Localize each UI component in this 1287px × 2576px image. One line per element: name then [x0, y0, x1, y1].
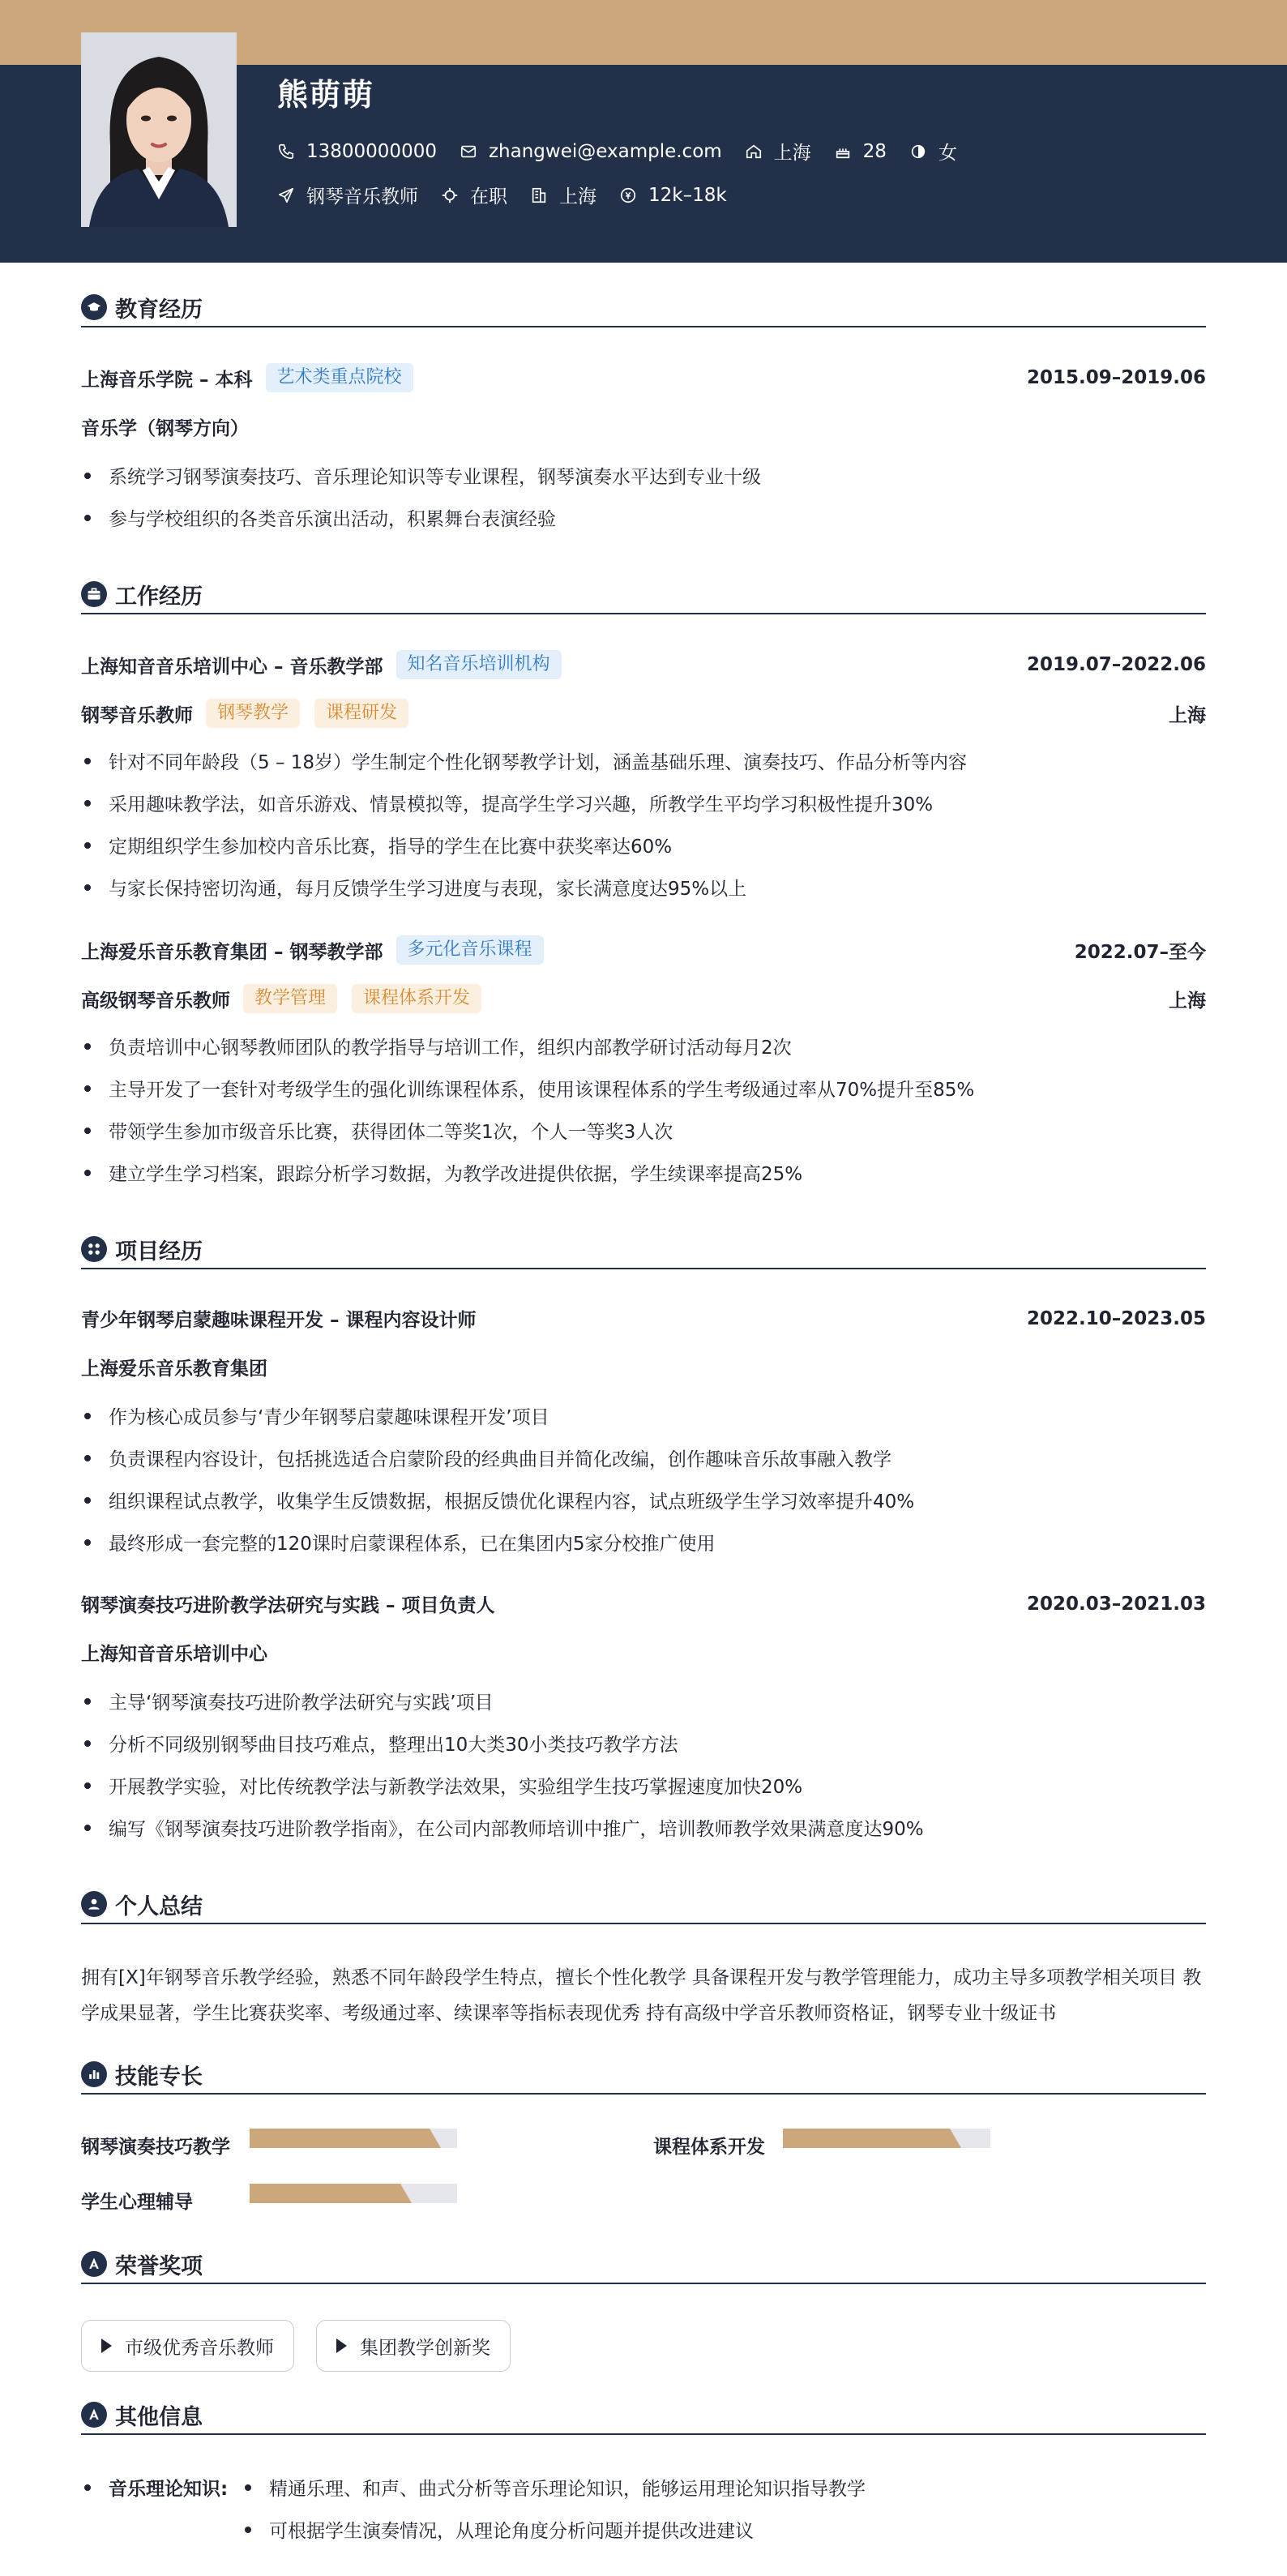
city-info: [745, 138, 811, 165]
list-item: 分析不同级别钢琴曲目技巧难点，整理出10大类30小类技巧教学方法: [81, 1730, 1206, 1757]
age-info: [834, 141, 887, 162]
skill-bar-track: [250, 2184, 457, 2203]
education-header-row: [81, 363, 1206, 392]
list-item: 精通乐理、和声、曲式分析等音乐理论知识，能够运用理论知识指导教学: [242, 2474, 866, 2501]
section-skills: [81, 2056, 1206, 2095]
status-text: 在职: [470, 186, 507, 208]
job-role-row: [81, 984, 1206, 1013]
education-period: 2015.09–2019.06: [1026, 367, 1206, 388]
send-icon: [277, 186, 295, 204]
phone-info: [277, 141, 437, 162]
list-item: 编写《钢琴演奏技巧进阶教学指南》，在公司内部教师培训中推广，培训教师教学效果满意度达90%: [81, 1814, 1206, 1841]
email-info: [460, 141, 722, 162]
role-tag: 课程体系开发: [352, 984, 481, 1013]
award-label: 集团教学创新奖: [360, 2337, 490, 2359]
list-item: 主导开发了一套针对考级学生的强化训练课程体系，使用该课程体系的学生考级通过率从70%提升至85%: [81, 1075, 1206, 1102]
graduation-cap-icon: [81, 294, 107, 320]
company-name: 上海爱乐音乐教育集团 – 钢琴教学部: [81, 941, 383, 963]
section-other: [81, 2396, 1206, 2435]
portrait-image: [81, 32, 237, 227]
project-org-row: [81, 1354, 1206, 1380]
section-education: [81, 289, 1206, 327]
status-icon: [441, 186, 459, 204]
award-chip: [81, 2320, 294, 2372]
avatar: [81, 32, 237, 227]
salary-icon: [619, 186, 637, 204]
home-icon: [745, 143, 763, 160]
role-tag: 教学管理: [243, 984, 337, 1013]
gender-info: [909, 138, 957, 165]
list-item: 系统学习钢琴演奏技巧、音乐理论知识等专业课程，钢琴演奏水平达到专业十级: [81, 462, 1206, 489]
job-role: 钢琴音乐教师: [81, 704, 193, 726]
list-item: 参与学校组织的各类音乐演出活动，积累舞台表演经验: [81, 504, 1206, 531]
section-title: 工作经历: [115, 584, 203, 610]
skill-bar-fill: [783, 2129, 961, 2148]
section-work: [81, 576, 1206, 614]
section-title: 其他信息: [115, 2404, 203, 2430]
bar-chart-icon: [81, 2061, 107, 2087]
other-label: 音乐理论知识:: [81, 2474, 228, 2501]
list-item: 与家长保持密切沟通，每月反馈学生学习进度与表现，家长满意度达95%以上: [81, 874, 1206, 901]
salary-info: [619, 185, 727, 206]
project-org: 上海知音音乐培训中心: [81, 1644, 267, 1665]
skill-item: [81, 2132, 230, 2159]
project-org-row: [81, 1639, 1206, 1666]
list-item: 负责课程内容设计，包括挑选适合启蒙阶段的经典曲目并简化改编，创作趣味音乐故事融入教学: [81, 1444, 1206, 1471]
school-tag: 艺术类重点院校: [266, 363, 413, 392]
skill-bar-fill: [250, 2184, 412, 2203]
skill-name: 钢琴演奏技巧教学: [81, 2137, 230, 2158]
job-header-row: [81, 935, 1206, 965]
skill-name: 学生心理辅导: [81, 2192, 193, 2213]
school-name: 上海音乐学院 – 本科: [81, 369, 253, 391]
award-icon: [81, 2251, 107, 2277]
list-item: 负责培训中心钢琴教师团队的教学指导与培训工作，组织内部教学研讨活动每月2次: [81, 1033, 1206, 1059]
work-city-text: 上海: [559, 186, 596, 208]
list-item: 采用趣味教学法，如音乐游戏、情景模拟等，提高学生学习兴趣，所教学生平均学习积极性提升30%: [81, 789, 1206, 816]
project-name: 青少年钢琴启蒙趣味课程开发 – 课程内容设计师: [81, 1310, 477, 1331]
play-icon: [336, 2339, 347, 2353]
salary-text: 12k–18k: [648, 184, 727, 206]
job-location: 上海: [1169, 990, 1206, 1012]
job-role: 高级钢琴音乐教师: [81, 990, 230, 1012]
mail-icon: [460, 143, 477, 160]
skill-item: [653, 2132, 765, 2159]
skill-bar-track: [250, 2129, 457, 2148]
list-item: 作为核心成员参与‘青少年钢琴启蒙趣味课程开发’项目: [81, 1402, 1206, 1429]
user-icon: [81, 1891, 107, 1917]
list-item: 组织课程试点教学，收集学生反馈数据，根据反馈优化课程内容，试点班级学生学习效率提升40%: [81, 1487, 1206, 1513]
info-icon: [81, 2402, 107, 2428]
email-text: zhangwei@example.com: [488, 140, 722, 162]
phone-text: 13800000000: [306, 140, 437, 162]
job-period: 2022.07–至今: [1074, 941, 1206, 963]
building-icon: [530, 186, 548, 204]
contact-row: [277, 138, 980, 165]
job-location: 上海: [1169, 704, 1206, 726]
education-major-row: [81, 413, 1206, 440]
list-item: 针对不同年龄段（5 – 18岁）学生制定个性化钢琴教学计划，涵盖基础乐理、演奏技巧、作品分析等内容: [81, 747, 1206, 774]
company-tag: 多元化音乐课程: [396, 935, 544, 965]
list-item: 带领学生参加市级音乐比赛，获得团体二等奖1次，个人一等奖3人次: [81, 1117, 1206, 1144]
section-title: 项目经历: [115, 1239, 203, 1264]
section-summary: [81, 1885, 1206, 1924]
project-org: 上海爱乐音乐教育集团: [81, 1359, 267, 1380]
list-item: 主导‘钢琴演奏技巧进阶教学法研究与实践’项目: [81, 1688, 1206, 1714]
age-text: 28: [862, 140, 887, 162]
list-item: 最终形成一套完整的120课时启蒙课程体系，已在集团内5家分校推广使用: [81, 1529, 1206, 1555]
role-tag: 课程研发: [314, 699, 408, 728]
section-title: 个人总结: [115, 1893, 203, 1919]
candidate-name: 熊萌萌: [277, 77, 375, 113]
project-period: 2022.10–2023.05: [1026, 1307, 1206, 1329]
skill-item: [81, 2187, 193, 2214]
job-period: 2019.07–2022.06: [1026, 654, 1206, 675]
job-target-info: [277, 182, 418, 208]
section-title: 教育经历: [115, 297, 203, 323]
status-info: [441, 182, 507, 208]
gender-text: 女: [938, 143, 957, 164]
list-item: 可根据学生演奏情况，从理论角度分析问题并提供改进建议: [242, 2516, 754, 2543]
company-tag: 知名音乐培训机构: [396, 650, 562, 679]
section-title: 技能专长: [115, 2064, 203, 2090]
work-city-info: [530, 182, 596, 208]
list-item: 定期组织学生参加校内音乐比赛，指导的学生在比赛中获奖率达60%: [81, 832, 1206, 858]
award-label: 市级优秀音乐教师: [125, 2337, 274, 2359]
list-item: 建立学生学习档案，跟踪分析学习数据，为教学改进提供依据，学生续课率提高25%: [81, 1159, 1206, 1186]
play-icon: [101, 2339, 112, 2353]
project-name: 钢琴演奏技巧进阶教学法研究与实践 – 项目负责人: [81, 1595, 495, 1616]
job-role-row: [81, 699, 1206, 728]
briefcase-icon: [81, 581, 107, 607]
cake-icon: [834, 143, 852, 160]
job-intent-row: [277, 182, 750, 208]
major-name: 音乐学（钢琴方向）: [81, 418, 249, 439]
section-honors: [81, 2245, 1206, 2284]
grid-icon: [81, 1236, 107, 1262]
job-header-row: [81, 650, 1206, 679]
company-name: 上海知音音乐培训中心 – 音乐教学部: [81, 656, 383, 678]
summary-text: 拥有[X]年钢琴音乐教学经验，熟悉不同年龄段学生特点，擅长个性化教学 具备课程开发与教学管理能力，成功主导多项教学相关项目 教学成果显著，学生比赛获奖率、考级通过率、续课率等指标表现优秀 持有高级中学音乐教师资格证，钢琴专业十级证书: [81, 1967, 1202, 2024]
job-target-text: 钢琴音乐教师: [306, 186, 418, 208]
role-tag: 钢琴教学: [206, 699, 300, 728]
list-item: 开展教学实验，对比传统教学法与新教学法效果，实验组学生技巧掌握速度加快20%: [81, 1772, 1206, 1799]
city-text: 上海: [773, 143, 811, 164]
project-period: 2020.03–2021.03: [1026, 1593, 1206, 1615]
project-header-row: [81, 1590, 1206, 1617]
gender-icon: [909, 143, 927, 160]
section-title: 荣誉奖项: [115, 2253, 203, 2279]
skill-bar-track: [783, 2129, 990, 2148]
skill-bar-fill: [250, 2129, 441, 2148]
phone-icon: [277, 143, 295, 160]
project-header-row: [81, 1305, 1206, 1332]
award-chip: [316, 2320, 511, 2372]
skill-name: 课程体系开发: [653, 2137, 765, 2158]
section-projects: [81, 1230, 1206, 1269]
